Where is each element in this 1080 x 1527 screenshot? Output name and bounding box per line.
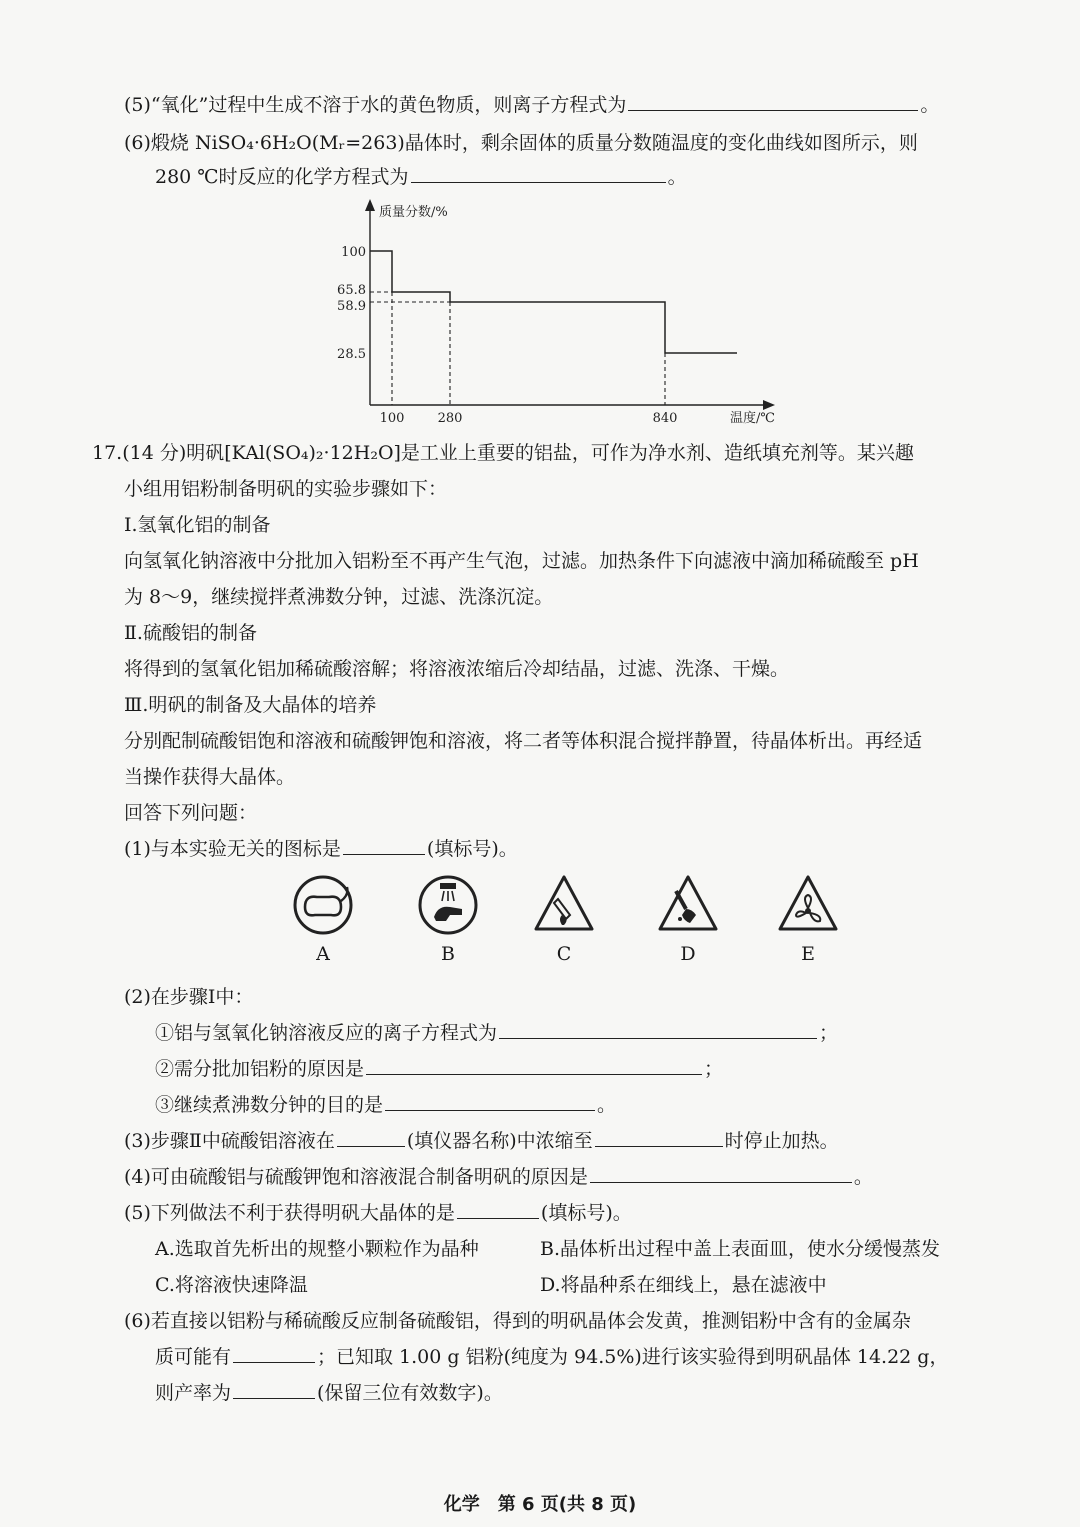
answer-blank[interactable] (233, 1344, 315, 1363)
sharp-object-icon (656, 873, 720, 937)
y-tick-label: 65.8 (337, 283, 366, 298)
answer-blank[interactable] (457, 1200, 539, 1219)
answer-blank[interactable] (385, 1092, 595, 1111)
x-tick-label: 280 (437, 411, 463, 426)
step1-line1: 向氢氧化钠溶液中分批加入铝粉至不再产生气泡，过滤。加热条件下向滤液中滴加稀硫酸至 pH (124, 550, 919, 572)
q16-part6-line2: 280 ℃时反应的化学方程式为 。 (155, 166, 687, 188)
step1-line2: 为 8～9，继续搅拌煮沸数分钟，过滤、洗涤沉淀。 (124, 586, 554, 608)
icon-label-d: D (680, 943, 696, 965)
chart-xticks (380, 411, 678, 426)
q17-question6-line3: 则产率为 (保留三位有效数字)。 (155, 1382, 503, 1404)
q5-option-d: D.将晶种系在细线上，悬在滤液中 (540, 1274, 827, 1296)
y-tick-label: 58.9 (337, 299, 366, 314)
icon-label-b: B (441, 943, 455, 965)
q17-question2-2: ②需分批加铝粉的原因是 ； (155, 1058, 724, 1080)
step3-line2: 当操作获得大晶体。 (124, 766, 296, 788)
q5-option-c: C.将溶液快速降温 (155, 1274, 308, 1296)
answer-blank[interactable] (411, 164, 666, 183)
q16-part6-line1: (6)煅烧 NiSO₄·6H₂O(Mᵣ=263)晶体时，剩余固体的质量分数随温度的变化曲线如图所示，则 (124, 132, 918, 154)
step2-title: Ⅱ.硫酸铝的制备 (124, 622, 257, 644)
y-axis-arrow (365, 199, 375, 211)
q17-question6-line1: (6)若直接以铝粉与稀硫酸反应制备硫酸铝，得到的明矾晶体会发黄，推测铝粉中含有的金属杂 (124, 1310, 911, 1332)
q17-question4: (4)可由硫酸铝与硫酸钾饱和溶液混合制备明矾的原因是 。 (124, 1166, 873, 1188)
page-footer: 化学 第 6 页(共 8 页) (443, 1494, 637, 1515)
answer-blank[interactable] (233, 1380, 315, 1399)
wash-hands-icon (416, 873, 480, 937)
chart-guides (370, 292, 665, 405)
q17-question3: (3)步骤Ⅱ中硫酸铝溶液在 (填仪器名称)中浓缩至 时停止加热。 (124, 1130, 839, 1152)
chart-steps (370, 251, 737, 353)
heating-icon (532, 873, 596, 937)
answer-blank[interactable] (590, 1164, 852, 1183)
answer-intro: 回答下列问题： (124, 802, 258, 824)
mass-fraction-step-line (370, 251, 737, 353)
x-axis-label: 温度/℃ (730, 411, 775, 426)
step1-title: Ⅰ.氢氧化铝的制备 (124, 514, 271, 536)
answer-blank[interactable] (343, 836, 425, 855)
q17-question1: (1)与本实验无关的图标是 (填标号)。 (124, 838, 518, 860)
step3-line1: 分别配制硫酸铝饱和溶液和硫酸钾饱和溶液，将二者等体积混合搅拌静置，待晶体析出。再经适 (124, 730, 923, 752)
step2-line1: 将得到的氢氧化铝加稀硫酸溶解；将溶液浓缩后冷却结晶，过滤、洗涤、干燥。 (124, 658, 790, 680)
q17-question6-line2: 质可能有 ；已知取 1.00 g 铝粉(纯度为 94.5%)进行该实验得到明矾晶体 14.22 g， (155, 1346, 949, 1368)
q17-head-line2: 小组用铝粉制备明矾的实验步骤如下： (124, 478, 448, 500)
q17-question5: (5)下列做法不利于获得明矾大晶体的是 (填标号)。 (124, 1202, 632, 1224)
goggles-icon (291, 873, 355, 937)
q5-option-a: A.选取首先析出的规整小颗粒作为晶种 (155, 1238, 479, 1260)
icon-label-e: E (801, 943, 815, 965)
q17-question2-3: ③继续煮沸数分钟的目的是 。 (155, 1094, 617, 1116)
icon-label-a: A (316, 943, 330, 965)
y-tick-label: 100 (341, 245, 366, 260)
y-tick-label: 28.5 (337, 347, 366, 362)
q16-part5: (5)“氧化”过程中生成不溶于水的黄色物质，则离子方程式为 。 (124, 94, 940, 116)
answer-blank[interactable] (366, 1056, 702, 1075)
answer-blank[interactable] (337, 1128, 405, 1147)
answer-blank[interactable] (499, 1020, 817, 1039)
mass-fraction-chart (325, 195, 795, 430)
x-axis-arrow (763, 400, 775, 410)
q17-question2-1: ①铝与氢氧化钠溶液反应的离子方程式为 ； (155, 1022, 839, 1044)
chart-yticks (337, 245, 366, 362)
y-axis-label: 质量分数/% (379, 205, 448, 220)
step3-title: Ⅲ.明矾的制备及大晶体的培养 (124, 694, 377, 716)
q17-head-line1: 17.(14 分)明矾[KAl(SO₄)₂·12H₂O]是工业上重要的铝盐，可作为净水剂、造纸填充剂等。某兴趣 (92, 442, 914, 464)
x-tick-label: 840 (652, 411, 678, 426)
q5-option-b: B.晶体析出过程中盖上表面皿，使水分缓慢蒸发 (540, 1238, 941, 1260)
ventilation-fan-icon (776, 873, 840, 937)
q17-question2: (2)在步骤Ⅰ中： (124, 986, 254, 1008)
answer-blank[interactable] (628, 92, 918, 111)
x-tick-label: 100 (379, 411, 405, 426)
answer-blank[interactable] (595, 1128, 723, 1147)
icon-label-c: C (556, 943, 572, 965)
